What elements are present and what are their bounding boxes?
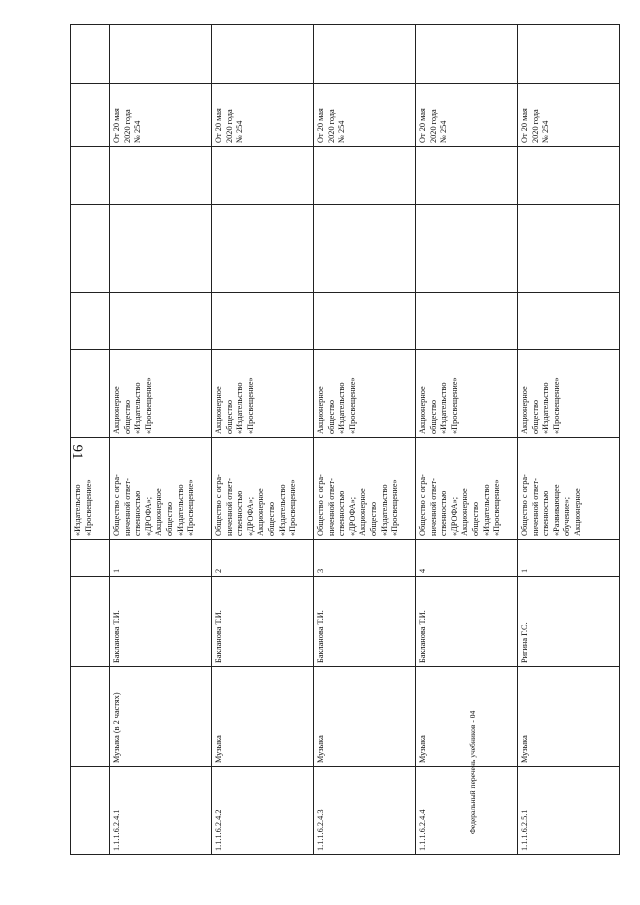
cell-empty xyxy=(110,293,212,350)
cell-producer: Акционерное общество «Издательство «Просвещение» xyxy=(518,350,620,438)
cell-code: 1.1.1.6.2.4.4 xyxy=(416,767,518,855)
cell-title xyxy=(71,667,110,767)
cell-grade xyxy=(71,540,110,577)
cell-title: Музыка (в 2 частях) xyxy=(110,667,212,767)
cell-grade: 2 xyxy=(212,540,314,577)
cell-code: 1.1.1.6.2.4.2 xyxy=(212,767,314,855)
cell-empty xyxy=(416,147,518,205)
cell-empty xyxy=(212,293,314,350)
cell-order: От 20 мая 2020 года № 254 xyxy=(314,84,416,147)
cell-producer: Акционерное общество «Издательство «Просвещение» xyxy=(110,350,212,438)
cell-empty xyxy=(71,293,110,350)
cell-title: Музыка xyxy=(314,667,416,767)
cell-empty xyxy=(110,25,212,84)
cell-order: От 20 мая 2020 года № 254 xyxy=(110,84,212,147)
cell-empty xyxy=(314,147,416,205)
cell-publisher: Общество с огра- ниченной ответ- ственностью «ДРОФА»; Акционерное общество «Издательство «Просвещение» xyxy=(314,438,416,540)
cell-code xyxy=(71,767,110,855)
cell-author: Бакланова Т.И. xyxy=(314,577,416,667)
cell-publisher: Общество с огра- ниченной ответ- ственностью «ДРОФА»; Акционерное общество «Издательство «Просвещение» xyxy=(110,438,212,540)
cell-empty xyxy=(518,205,620,293)
cell-empty xyxy=(314,25,416,84)
table-row xyxy=(416,25,518,855)
cell-empty xyxy=(212,147,314,205)
cell-author: Бакланова Т.И. xyxy=(212,577,314,667)
cell-empty xyxy=(518,147,620,205)
page-number: 91 xyxy=(69,444,85,460)
cell-empty xyxy=(71,205,110,293)
cell-empty xyxy=(518,25,620,84)
table-row xyxy=(314,25,416,855)
table-row xyxy=(518,25,620,855)
cell-title: Музыка xyxy=(212,667,314,767)
cell-empty xyxy=(212,25,314,84)
cell-empty xyxy=(314,205,416,293)
cell-empty xyxy=(314,293,416,350)
cell-empty xyxy=(71,147,110,205)
cell-empty xyxy=(416,25,518,84)
cell-empty xyxy=(110,147,212,205)
cell-author: Ригина Г.С. xyxy=(518,577,620,667)
cell-empty xyxy=(416,293,518,350)
table-row xyxy=(110,25,212,855)
cell-order: От 20 мая 2020 года № 254 xyxy=(518,84,620,147)
cell-producer: Акционерное общество «Издательство «Просвещение» xyxy=(314,350,416,438)
cell-producer: Акционерное общество «Издательство «Просвещение» xyxy=(416,350,518,438)
cell-empty xyxy=(416,205,518,293)
cell-code: 1.1.1.6.2.4.3 xyxy=(314,767,416,855)
cell-grade: 1 xyxy=(110,540,212,577)
cell-publisher: Общество с огра- ниченной ответ- ственностью «Развивающее обучение»; Акционерное xyxy=(518,438,620,540)
table-row-continuation xyxy=(71,25,110,855)
cell-code: 1.1.1.6.2.4.1 xyxy=(110,767,212,855)
cell-grade: 4 xyxy=(416,540,518,577)
cell-publisher: Общество с огра- ниченной ответ- ственностью «ДРОФА»; Акционерное общество «Издательство «Просвещение» xyxy=(416,438,518,540)
cell-order: От 20 мая 2020 года № 254 xyxy=(416,84,518,147)
cell-title: Музыка xyxy=(416,667,518,767)
cell-order xyxy=(71,84,110,147)
registry-table-rotated xyxy=(70,25,601,855)
textbook-registry-table xyxy=(70,24,620,855)
cell-empty xyxy=(212,205,314,293)
cell-author: Бакланова Т.И. xyxy=(110,577,212,667)
cell-grade: 3 xyxy=(314,540,416,577)
cell-producer: Акционерное общество «Издательство «Просвещение» xyxy=(212,350,314,438)
cell-author: Бакланова Т.И. xyxy=(416,577,518,667)
cell-order: От 20 мая 2020 года № 254 xyxy=(212,84,314,147)
cell-title: Музыка xyxy=(518,667,620,767)
cell-empty xyxy=(110,205,212,293)
cell-author xyxy=(71,577,110,667)
cell-empty xyxy=(518,293,620,350)
cell-publisher: Общество с огра- ниченной ответ- ственностью «ДРОФА»; Акционерное общество «Издательство «Просвещение» xyxy=(212,438,314,540)
cell-publisher: «Издательство «Просвещение» xyxy=(71,438,110,540)
cell-producer xyxy=(71,350,110,438)
footer-note: Федеральный перечень учебников - 04 xyxy=(468,710,477,834)
cell-empty xyxy=(71,25,110,84)
table-row xyxy=(212,25,314,855)
cell-grade: 1 xyxy=(518,540,620,577)
cell-code: 1.1.1.6.2.5.1 xyxy=(518,767,620,855)
